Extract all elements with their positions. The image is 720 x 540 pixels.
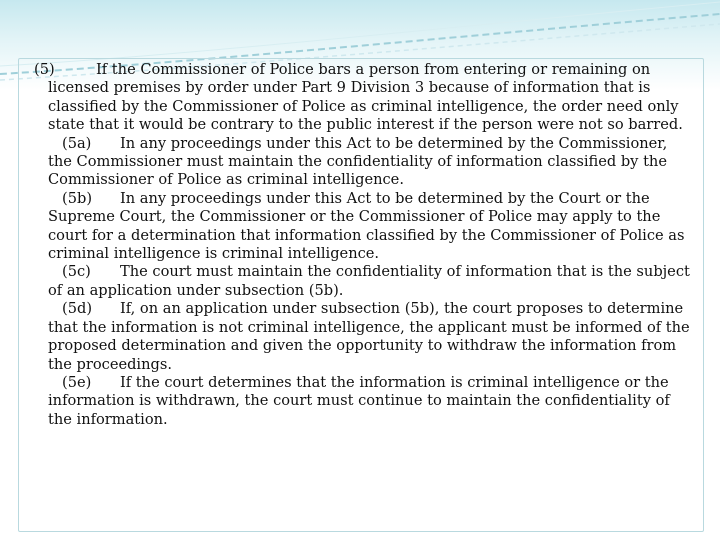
subsection-5a (34, 135, 694, 190)
subsection-number: (5a) (62, 134, 92, 152)
subsection-number: (5e) (62, 373, 92, 391)
subsection-5d (34, 300, 694, 374)
subsection-text: The court must maintain the confidentiality of information that is the subject of an application under subsection (5b). (48, 263, 690, 299)
subsection-text: In any proceedings under this Act to be determined by the Court or the Supreme Court, the Commissioner or the Commissioner of Police may apply to the court for a determination that information classified by the Commissioner of Police as criminal intelligence is criminal intelligence. (48, 189, 685, 263)
subsection-5c (34, 263, 694, 300)
subsection-text: In any proceedings under this Act to be determined by the Commissioner, the Commissioner must maintain the confidentiality of information classified by the Commissioner of Police as criminal intelligence. (48, 134, 668, 189)
subsection-5 (34, 61, 694, 135)
subsection-text: If the Commissioner of Police bars a person from entering or remaining on licensed premises by order under Part 9 Division 3 because of information that is classified by the Commissioner of Police as criminal intelligence, the order need only state that it would be contrary to the public interest if the person were not so barred. (48, 61, 683, 134)
subsection-text: If, on an application under subsection (5b), the court proposes to determine that the information is not criminal intelligence, the applicant must be informed of the proposed determination and given the opportunity to withdraw the information from the proceedings. (48, 300, 690, 373)
subsection-number: (5) (34, 61, 55, 78)
subsection-5e (34, 374, 694, 429)
subsection-5b (34, 190, 694, 264)
statute-text (34, 61, 694, 429)
subsection-text: If the court determines that the information is criminal intelligence or the information is withdrawn, the court must continue to maintain the confidentiality of the information. (48, 373, 670, 428)
subsection-number: (5d) (62, 300, 93, 318)
subsection-number: (5c) (62, 263, 91, 281)
subsection-number: (5b) (62, 189, 93, 207)
